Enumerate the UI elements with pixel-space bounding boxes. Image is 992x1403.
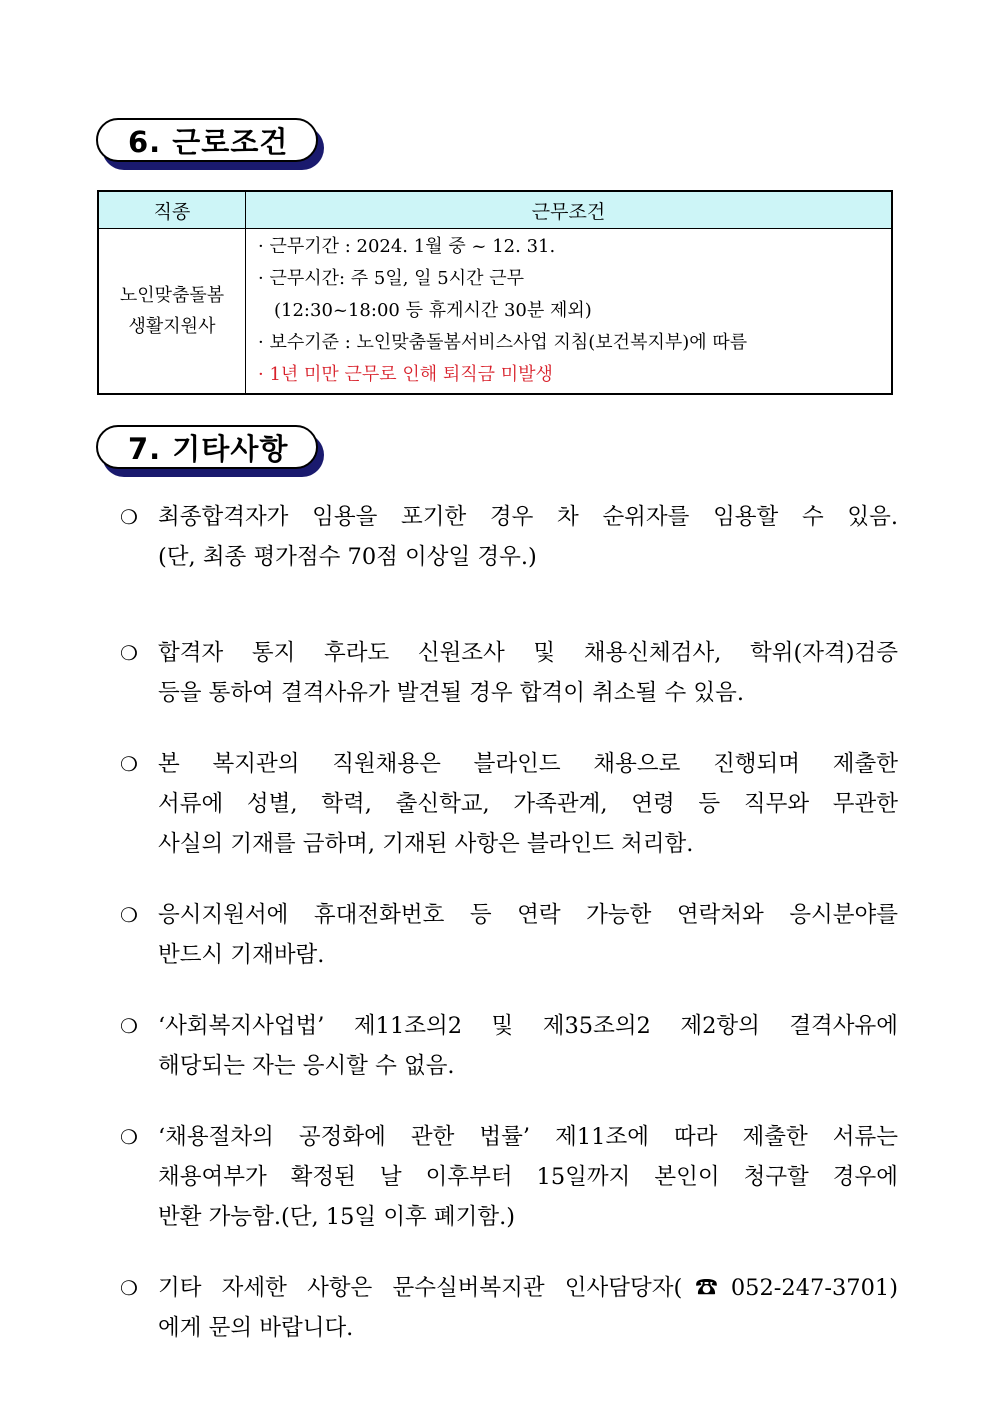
list-item xyxy=(120,497,898,577)
circle-bullet-icon: ❍ xyxy=(120,1276,138,1300)
shadowed-circle-bullet-icon: ❍ xyxy=(120,1125,138,1149)
notes-list xyxy=(120,497,898,1348)
list-item xyxy=(120,1268,898,1348)
note-line: 채용여부가 확정된 날 이후부터 15일까지 본인이 청구할 경우에 xyxy=(158,1164,898,1190)
header-pill xyxy=(96,118,318,162)
condition-period: · 근무기간 : 2024. 1월 중 ~ 12. 31. xyxy=(258,236,556,257)
job-type-cell xyxy=(98,229,246,395)
circle-bullet-icon: ❍ xyxy=(120,505,138,529)
list-item xyxy=(120,895,898,975)
list-item xyxy=(120,1006,898,1086)
note-line: 사실의 기재를 금하며, 기재된 사항은 블라인드 처리함. xyxy=(158,831,694,857)
circle-bullet-icon: ❍ xyxy=(120,641,138,665)
condition-severance-note: · 1년 미만 근무로 인해 퇴직금 미발생 xyxy=(258,364,553,385)
section-6-title: 6. 근로조건 xyxy=(128,124,289,159)
circle-bullet-icon: ❍ xyxy=(120,903,138,927)
note-line: 최종합격자가 임용을 포기한 경우 차 순위자를 임용할 수 있음. xyxy=(158,504,898,530)
header-pill xyxy=(96,425,318,469)
condition-pay: · 보수기준 : 노인맞춤돌봄서비스사업 지침(보건복지부)에 따름 xyxy=(258,332,748,353)
note-line: 반환 가능함.(단, 15일 이후 폐기함.) xyxy=(158,1204,516,1230)
note-line: 해당되는 자는 응시할 수 없음. xyxy=(158,1053,455,1079)
table-row xyxy=(98,229,892,395)
section-7-header xyxy=(96,425,324,477)
section-6-header xyxy=(96,118,324,170)
table-header-row xyxy=(98,191,892,229)
list-item xyxy=(120,744,898,864)
note-line: 에게 문의 바랍니다. xyxy=(158,1315,354,1341)
conditions-cell xyxy=(246,229,893,395)
note-line: ‘사회복지사업법’ 제11조의2 및 제35조의2 제2항의 결격사유에 xyxy=(158,1013,898,1039)
list-item xyxy=(120,1117,898,1237)
note-line: (단, 최종 평가점수 70점 이상일 경우.) xyxy=(158,544,537,570)
job-line: 노인맞춤돌봄 xyxy=(119,285,225,306)
note-line: 합격자 통지 후라도 신원조사 및 채용신체검사, 학위(자격)검증 xyxy=(158,640,898,666)
note-line: 본 복지관의 직원채용은 블라인드 채용으로 진행되며 제출한 xyxy=(158,751,898,777)
note-line: 반드시 기재바람. xyxy=(158,942,325,968)
note-line: 기타 자세한 사항은 문수실버복지관 인사담당자(☎052-247-3701) xyxy=(158,1275,898,1301)
header-job-type: 직종 xyxy=(98,191,246,229)
note-line: 응시지원서에 휴대전화번호 등 연락 가능한 연락처와 응시분야를 xyxy=(158,902,898,928)
note-line: 서류에 성별, 학력, 출신학교, 가족관계, 연령 등 직무와 무관한 xyxy=(158,791,898,817)
job-line: 생활지원사 xyxy=(128,316,216,337)
circle-bullet-icon: ❍ xyxy=(120,752,138,776)
condition-hours: · 근무시간: 주 5일, 일 5시간 근무 xyxy=(258,268,525,289)
note-line: 등을 통하여 결격사유가 발견될 경우 합격이 취소될 수 있음. xyxy=(158,680,745,706)
section-7-title: 7. 기타사항 xyxy=(128,431,289,466)
condition-hours-detail: (12:30~18:00 등 휴게시간 30분 제외) xyxy=(274,300,592,321)
circle-bullet-icon: ❍ xyxy=(120,1014,138,1038)
list-item xyxy=(120,633,898,713)
note-line: ‘채용절차의 공정화에 관한 법률’ 제11조에 따라 제출한 서류는 xyxy=(158,1124,898,1150)
header-conditions: 근무조건 xyxy=(246,191,893,229)
work-conditions-table xyxy=(97,190,893,395)
